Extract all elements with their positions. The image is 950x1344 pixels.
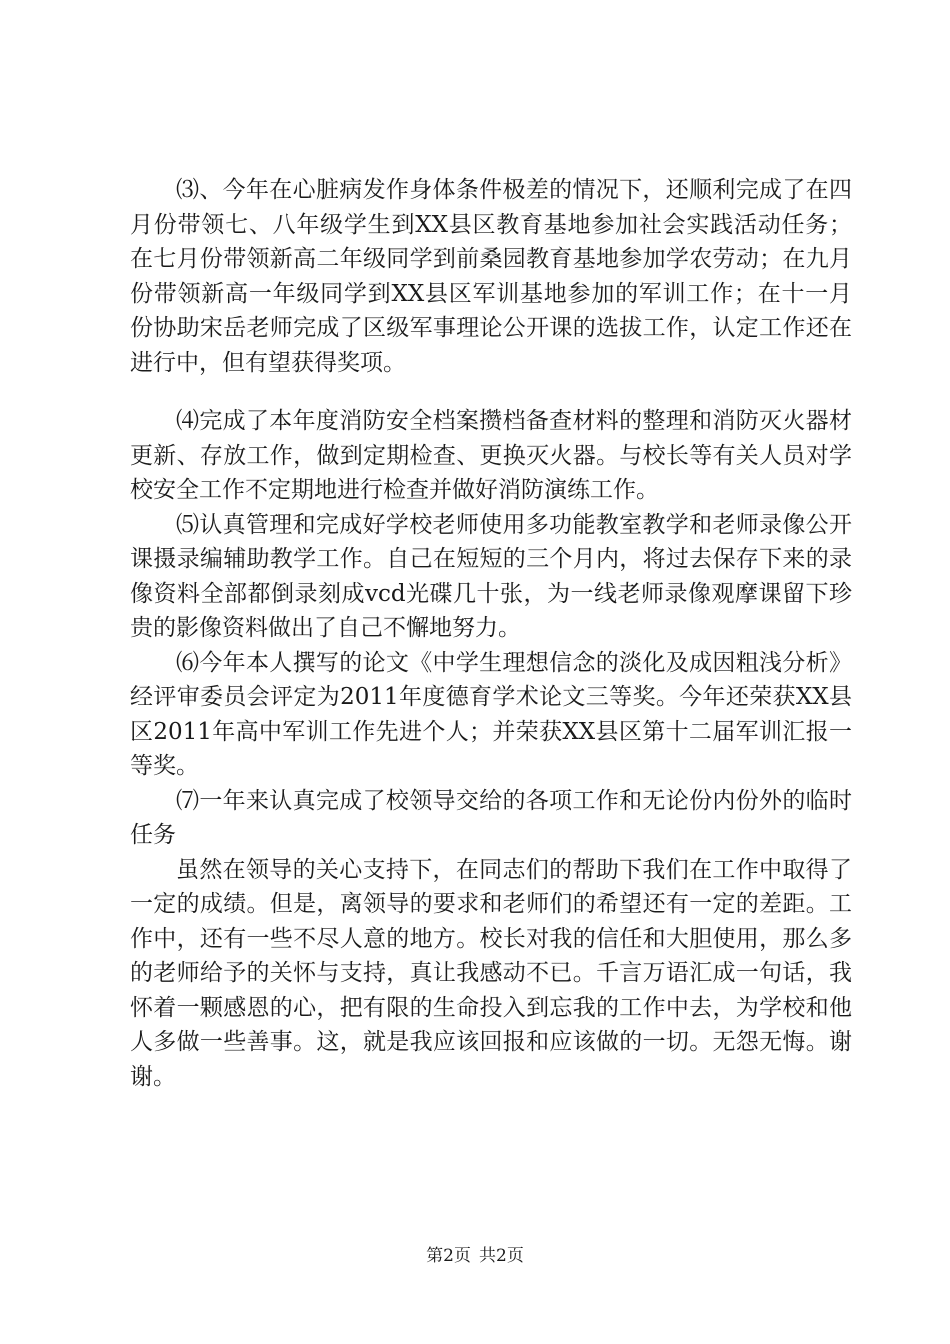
paragraph-conclusion: 虽然在领导的关心支持下，在同志们的帮助下我们在工作中取得了一定的成绩。但是，离领导的要求和老师们的希望还有一定的差距。工作中，还有一些不尽人意的地方。校长对我的信任和大胆使用，那么多的老师给予的关怀与支持，真让我感动不已。千言万语汇成一句话，我怀着一颗感恩的心，把有限的生命投入到忘我的工作中去，为学校和他人多做一些善事。这，就是我应该回报和应该做的一切。无怨无悔。谢谢。 — [130, 856, 852, 1090]
paragraph-item-5: ⑸认真管理和完成好学校老师使用多功能教室教学和老师录像公开课摄录编辅助教学工作。自己在短短的三个月内，将过去保存下来的录像资料全部都倒录刻成vcd光碟几十张，为一线老师录像观摩课留下珍贵的影像资料做出了自己不懈地努力。 — [130, 511, 852, 641]
page-footer — [0, 1245, 950, 1267]
page-number: 第2页 — [426, 1246, 471, 1266]
document-body — [130, 173, 852, 1094]
page-total: 共2页 — [479, 1246, 524, 1266]
paragraph-item-6: ⑹今年本人撰写的论文《中学生理想信念的淡化及成因粗浅分析》经评审委员会评定为2011年度德育学术论文三等奖。今年还荣获XX县区2011年高中军训工作先进个人；并荣获XX县区第十二届军训汇报一等奖。 — [130, 649, 852, 779]
paragraph-item-3: ⑶、今年在心脏病发作身体条件极差的情况下，还顺利完成了在四月份带领七、八年级学生到XX县区教育基地参加社会实践活动任务；在七月份带领新高二年级同学到前桑园教育基地参加学农劳动；在九月份带领新高一年级同学到XX县区军训基地参加的军训工作；在十一月份协助宋岳老师完成了区级军事理论公开课的选拔工作，认定工作还在进行中，但有望获得奖项。 — [130, 177, 852, 376]
paragraph-item-7: ⑺一年来认真完成了校领导交给的各项工作和无论份内份外的临时任务 — [130, 787, 852, 848]
paragraph-item-4: ⑷完成了本年度消防安全档案攒档备查材料的整理和消防灭火器材更新、存放工作，做到定期检查、更换灭火器。与校长等有关人员对学校安全工作不定期地进行检查并做好消防演练工作。 — [130, 408, 852, 503]
